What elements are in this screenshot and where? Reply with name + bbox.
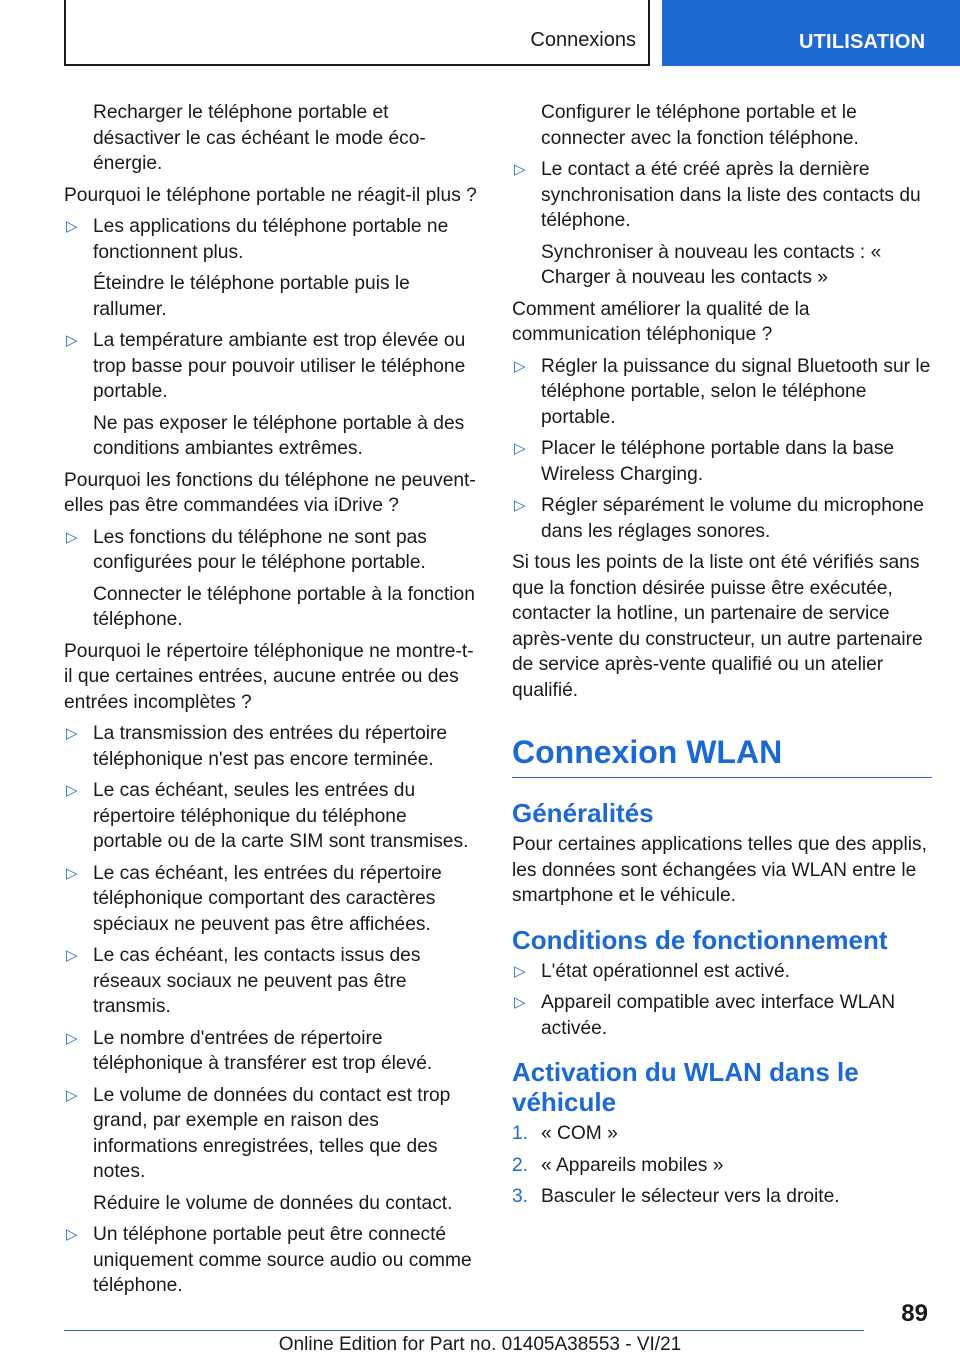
numbered-step [512, 1121, 932, 1147]
subsection-heading: Généralités [512, 798, 654, 828]
page-number: 89 [901, 1300, 928, 1327]
list-item [64, 1083, 480, 1185]
instruction-text: Configurer le téléphone portable et le connecter avec la fonction téléphone. [541, 102, 859, 149]
section-heading: Connexion WLAN [512, 733, 932, 778]
instruction-text: Recharger le téléphone portable et désactiver le cas échéant le mode éco-énergie. [93, 102, 426, 174]
header-section-box [64, 0, 650, 66]
numbered-step [512, 1153, 932, 1179]
triangle-bullet-icon: ▷ [514, 440, 526, 457]
list-item [64, 943, 480, 1020]
paragraph: Si tous les points de la liste ont été vérifiés sans que la fonction désirée puisse être exécutée, contacter la hotline, un partenaire de service après-vente du constructeur, un autre partenaire de service après-vente qualifié ou un atelier qualifié. [512, 552, 923, 701]
instruction-text: Synchroniser à nouveau les contacts : « Charger à nouveau les contacts » [541, 241, 882, 288]
triangle-bullet-icon: ▷ [66, 1029, 78, 1047]
header-chapter-tab[interactable] [662, 0, 960, 66]
list-item-text: Régler séparément le volume du microphone dans les réglages sonores. [541, 495, 924, 542]
triangle-bullet-icon: ▷ [66, 782, 78, 799]
list-item [64, 778, 480, 855]
list-item-text: La transmission des entrées du répertoire téléphonique n'est pas encore terminée. [93, 723, 448, 770]
list-item-text: Les applications du téléphone portable ne fonctionnent plus. [93, 216, 449, 263]
list-item-text: Un téléphone portable peut être connecté uniquement comme source audio ou comme téléphone. [93, 1224, 472, 1296]
list-item [64, 1026, 480, 1077]
list-item-text: Régler la puissance du signal Bluetooth sur le téléphone portable, selon le téléphone portable. [541, 355, 931, 428]
list-item [64, 721, 480, 772]
footer-divider [64, 1330, 864, 1331]
step-text: Basculer le sélecteur vers la droite. [541, 1186, 840, 1207]
list-item-text: Le nombre d'entrées de répertoire téléphonique à transférer est trop élevé. [93, 1027, 433, 1074]
list-item [512, 990, 932, 1041]
list-item [512, 354, 932, 431]
paragraph: Pour certaines applications telles que des applis, les données sont échangées via WLAN entre le smartphone et le véhicule. [512, 834, 927, 906]
paragraph: Pourquoi le téléphone portable ne réagit-il plus ? [64, 184, 477, 206]
instruction-text: Connecter le téléphone portable à la fonction téléphone. [93, 583, 475, 630]
step-number: 1. [512, 1123, 529, 1144]
paragraph: Pourquoi le répertoire téléphonique ne montre-t-il que certaines entrées, aucune entrée ou des entrées incomplètes ? [64, 640, 474, 713]
list-item-text: Placer le téléphone portable dans la base Wireless Charging. [541, 438, 895, 485]
list-item-text: Les fonctions du téléphone ne sont pas configurées pour le téléphone portable. [93, 526, 427, 573]
triangle-bullet-icon: ▷ [66, 528, 78, 546]
list-item-text: Le cas échéant, les entrées du répertoire téléphonique comportant des caractères spéciaux ne peuvent pas être affichées. [93, 862, 442, 935]
chapter-title: UTILISATION [799, 31, 926, 53]
triangle-bullet-icon: ▷ [66, 947, 78, 964]
instruction-text: Ne pas exposer le téléphone portable à des conditions ambiantes extrêmes. [93, 412, 465, 459]
subsection-heading: Activation du WLAN dans le véhicule [512, 1057, 859, 1117]
list-item [512, 959, 932, 985]
list-item-text: La température ambiante est trop élevée ou trop basse pour pouvoir utiliser le téléphone portable. [93, 330, 466, 402]
triangle-bullet-icon: ▷ [66, 332, 78, 349]
list-item [64, 525, 480, 576]
list-item [64, 328, 480, 405]
triangle-bullet-icon: ▷ [66, 1086, 78, 1104]
list-item [64, 214, 480, 265]
step-text: « COM » [541, 1123, 618, 1144]
list-item-text: Appareil compatible avec interface WLAN activée. [541, 992, 896, 1039]
list-item-text: L'état opérationnel est activé. [541, 960, 790, 982]
list-item-text: Le volume de données du contact est trop grand, par exemple en raison des informations enregistrées, telles que des notes. [93, 1084, 451, 1182]
triangle-bullet-icon: ▷ [514, 161, 526, 178]
section-title: Connexions [530, 29, 636, 51]
step-text: « Appareils mobiles » [541, 1154, 724, 1176]
footer-edition: Online Edition for Part no. 01405A38553 - VI/21 [278, 1334, 682, 1355]
triangle-bullet-icon: ▷ [66, 218, 78, 235]
step-number: 3. [512, 1186, 529, 1207]
triangle-bullet-icon: ▷ [514, 497, 526, 514]
instruction-text: Éteindre le téléphone portable puis le rallumer. [93, 273, 410, 320]
triangle-bullet-icon: ▷ [514, 994, 526, 1011]
paragraph: Pourquoi les fonctions du téléphone ne peuvent-elles pas être commandées via iDrive ? [64, 469, 476, 516]
subsection-heading: Conditions de fonctionnement [512, 924, 888, 955]
list-item-text: Le cas échéant, les contacts issus des réseaux sociaux ne peuvent pas être transmis. [93, 945, 421, 1017]
right-column [512, 100, 932, 1216]
numbered-step [512, 1184, 932, 1210]
triangle-bullet-icon: ▷ [66, 1226, 78, 1243]
list-item-text: Le contact a été créé après la dernière synchronisation dans la liste des contacts du téléphone. [541, 159, 921, 231]
left-column [64, 100, 480, 1305]
triangle-bullet-icon: ▷ [514, 357, 526, 375]
list-item [512, 157, 932, 234]
list-item [64, 1222, 480, 1299]
triangle-bullet-icon: ▷ [66, 725, 78, 742]
triangle-bullet-icon: ▷ [66, 864, 78, 882]
paragraph: Comment améliorer la qualité de la communication téléphonique ? [512, 298, 810, 345]
triangle-bullet-icon: ▷ [514, 962, 526, 980]
list-item [512, 436, 932, 487]
list-item [512, 493, 932, 544]
list-item [64, 861, 480, 938]
step-number: 2. [512, 1154, 529, 1176]
list-item-text: Le cas échéant, seules les entrées du répertoire téléphonique du téléphone portable ou de la carte SIM sont transmises. [93, 780, 469, 852]
instruction-text: Réduire le volume de données du contact. [93, 1192, 453, 1214]
